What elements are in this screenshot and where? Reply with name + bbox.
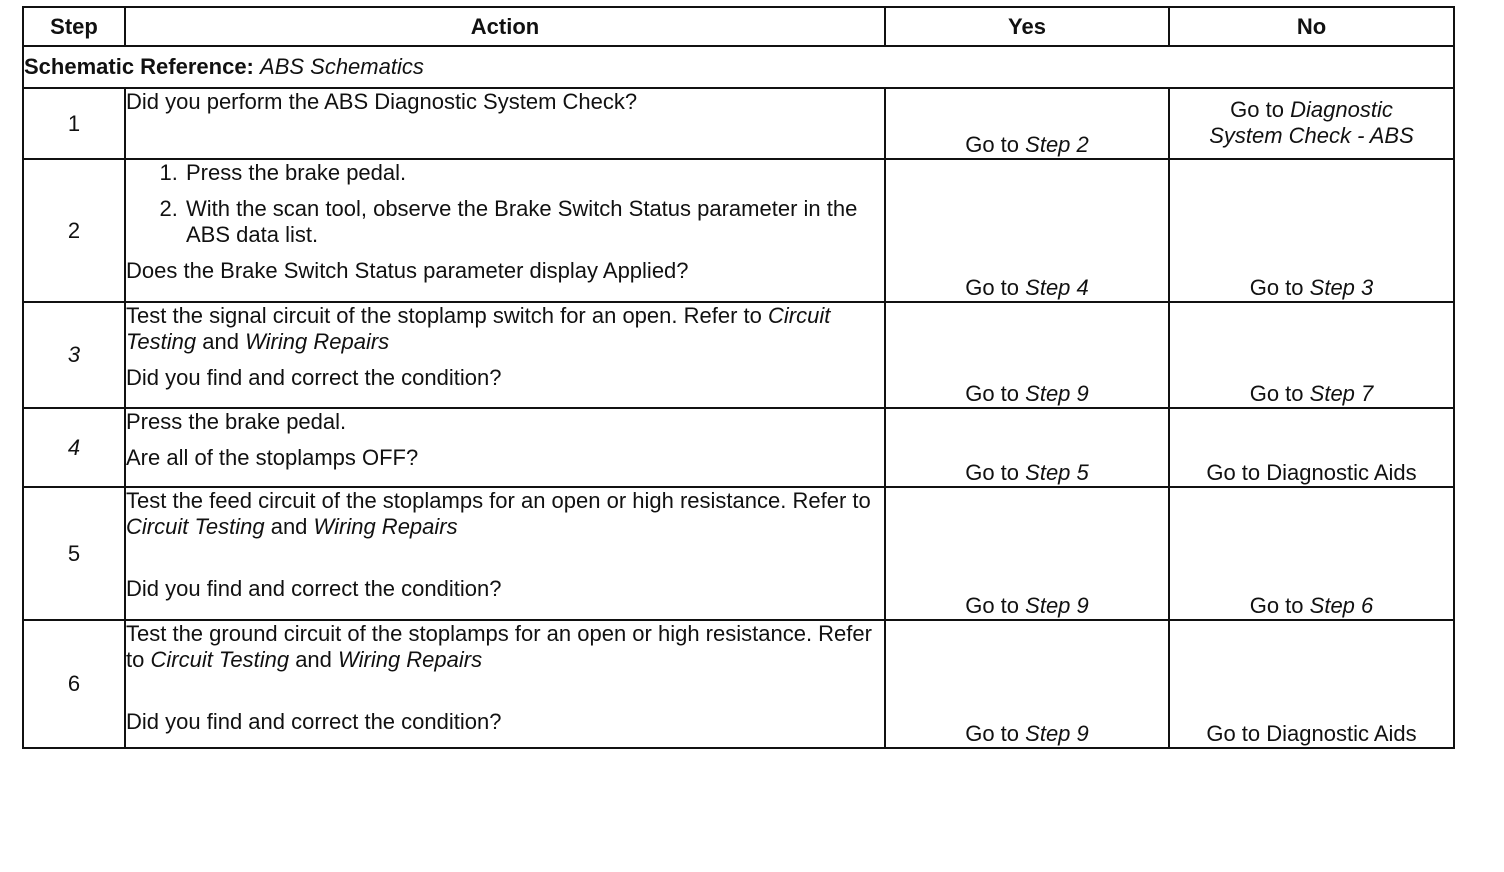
yes-prefix: Go to [965, 460, 1020, 485]
action-cell [125, 408, 885, 487]
question-text: Did you find and correct the condition? [126, 576, 502, 601]
table-row [23, 88, 1454, 159]
header-step: Step [23, 7, 125, 46]
substep-list [126, 160, 884, 248]
no-diagnostic-aids-link[interactable]: Go to Diagnostic Aids [1206, 460, 1417, 485]
yes-step-link[interactable]: Step 9 [1025, 721, 1089, 746]
no-diagnostic-aids-link[interactable]: Go to Diagnostic Aids [1206, 721, 1417, 746]
yes-cell [885, 408, 1169, 487]
question-text: Did you find and correct the condition? [126, 365, 502, 390]
table-row [23, 159, 1454, 302]
yes-prefix: Go to [965, 275, 1020, 300]
circuit-testing-link[interactable]: Circuit Testing [150, 647, 290, 672]
header-action: Action [125, 7, 885, 46]
question-text: Does the Brake Switch Status parameter display Applied? [126, 258, 689, 283]
no-prefix: Go to [1249, 275, 1304, 300]
no-step-link[interactable]: Step 7 [1309, 381, 1374, 406]
schematic-row [23, 46, 1454, 88]
schematic-link[interactable]: ABS Schematics [260, 54, 424, 79]
table-row [23, 487, 1454, 620]
header-no: No [1169, 7, 1454, 46]
circuit-testing-link[interactable]: Circuit Testing [126, 303, 831, 354]
no-prefix: Go to [1249, 381, 1304, 406]
no-prefix: Go to [1249, 593, 1304, 618]
circuit-testing-link[interactable]: Circuit Testing [126, 514, 265, 539]
question-text: Did you find and correct the condition? [126, 709, 502, 734]
schematic-label: Schematic Reference: [24, 54, 254, 79]
yes-step-link[interactable]: Step 5 [1025, 460, 1089, 485]
no-cell [1169, 487, 1454, 620]
question-text: Did you perform the ABS Diagnostic System Check? [126, 89, 638, 114]
header-yes: Yes [885, 7, 1169, 46]
step-number: 5 [23, 487, 125, 620]
yes-cell [885, 620, 1169, 748]
action-cell [125, 487, 885, 620]
action-instruction: Test the ground circuit of the stoplamps for an open or high resistance. Refer to [126, 621, 872, 672]
yes-prefix: Go to [965, 721, 1020, 746]
action-cell [125, 620, 885, 748]
step-number: 4 [23, 408, 125, 487]
wiring-repairs-link[interactable]: Wiring Repairs [338, 647, 483, 672]
diagnostic-table [22, 6, 1455, 749]
no-cell [1169, 620, 1454, 748]
no-cell [1169, 159, 1454, 302]
no-ref-line2[interactable]: System Check - ABS [1209, 123, 1414, 148]
and-text: and [270, 514, 308, 539]
action-text [126, 621, 884, 673]
no-cell [1169, 88, 1454, 159]
action-instruction: Test the signal circuit of the stoplamp switch for an open. Refer to [126, 303, 762, 328]
yes-step-link[interactable]: Step 9 [1025, 593, 1089, 618]
action-cell [125, 302, 885, 408]
action-instruction: Press the brake pedal. [126, 409, 347, 434]
yes-step-link[interactable]: Step 2 [1025, 132, 1089, 157]
wiring-repairs-link[interactable]: Wiring Repairs [245, 329, 390, 354]
yes-step-link[interactable]: Step 9 [1025, 381, 1089, 406]
substep-item: 2. With the scan tool, observe the Brake Switch Status parameter in the ABS data list. [184, 196, 884, 248]
yes-cell [885, 487, 1169, 620]
no-cell [1169, 408, 1454, 487]
wiring-repairs-link[interactable]: Wiring Repairs [313, 514, 458, 539]
no-ref-line1[interactable]: Diagnostic [1290, 97, 1393, 122]
yes-prefix: Go to [965, 593, 1020, 618]
no-step-link[interactable]: Step 6 [1309, 593, 1374, 618]
table-row [23, 408, 1454, 487]
yes-cell [885, 159, 1169, 302]
step-number: 2 [23, 159, 125, 302]
and-text: and [202, 329, 239, 354]
yes-step-link[interactable]: Step 4 [1025, 275, 1089, 300]
step-number: 3 [23, 302, 125, 408]
table-row [23, 620, 1454, 748]
action-text [126, 488, 884, 540]
yes-prefix: Go to [965, 381, 1020, 406]
yes-cell [885, 302, 1169, 408]
no-cell [1169, 302, 1454, 408]
header-row [23, 7, 1454, 46]
no-prefix: Go to [1230, 97, 1284, 122]
schematic-reference [23, 46, 1454, 88]
action-instruction: Test the feed circuit of the stoplamps for an open or high resistance. Refer to [126, 488, 871, 513]
substep-item: 1. Press the brake pedal. [184, 160, 884, 186]
action-text [126, 303, 884, 355]
yes-cell [885, 88, 1169, 159]
action-cell [125, 159, 885, 302]
question-text: Are all of the stoplamps OFF? [126, 445, 419, 470]
step-number: 6 [23, 620, 125, 748]
step-number: 1 [23, 88, 125, 159]
yes-prefix: Go to [965, 132, 1020, 157]
no-step-link[interactable]: Step 3 [1309, 275, 1374, 300]
action-cell [125, 88, 885, 159]
table-row [23, 302, 1454, 408]
and-text: and [295, 647, 332, 672]
